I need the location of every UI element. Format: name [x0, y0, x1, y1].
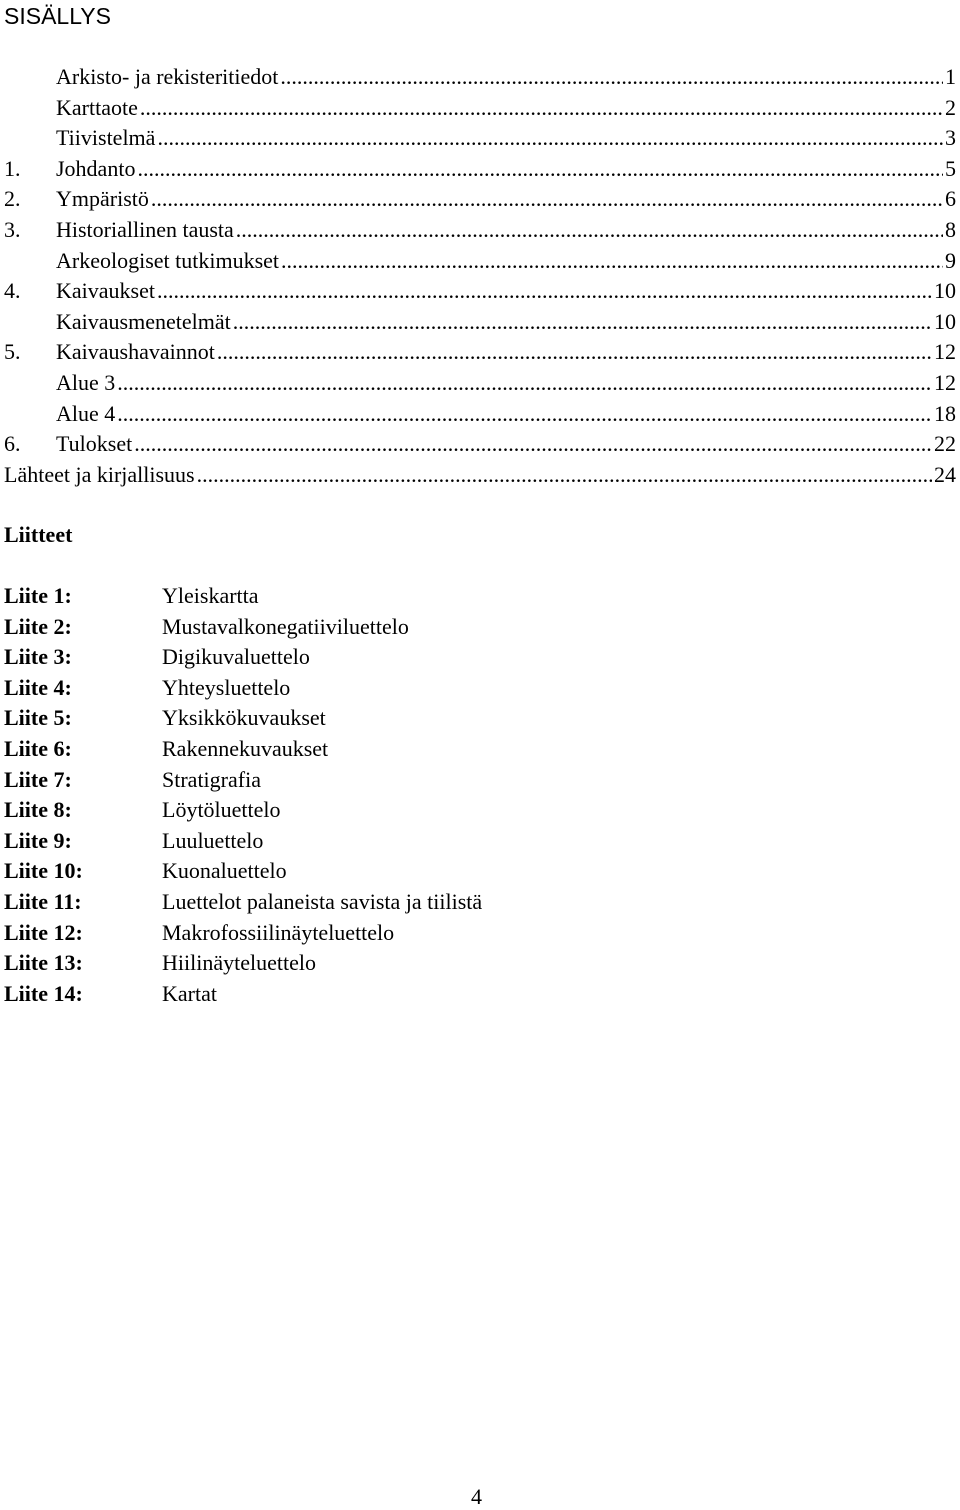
toc-entry-page: 12 [934, 339, 956, 365]
appendix-item [4, 826, 904, 857]
appendix-label: Liite 4: [4, 674, 72, 700]
appendix-label: Liite 12: [4, 919, 83, 945]
toc-entry [4, 429, 956, 460]
appendix-label: Liite 8: [4, 797, 72, 823]
appendix-item [4, 765, 904, 796]
appendix-item [4, 612, 904, 643]
toc-dot-leader [117, 399, 932, 430]
toc-dot-leader [157, 123, 943, 154]
toc-entry-page: 8 [945, 216, 956, 242]
appendix-label: Liite 2: [4, 613, 72, 639]
page-number: 4 [471, 1484, 482, 1509]
appendix-item [4, 734, 904, 765]
toc-dot-leader [197, 460, 932, 491]
toc-entry-number: 1. [4, 155, 21, 181]
appendix-title: Luettelot palaneista savista ja tiilistä [162, 888, 483, 914]
toc-entry-number: 5. [4, 339, 21, 365]
appendix-item [4, 703, 904, 734]
toc-entry-label: Historiallinen tausta [56, 216, 234, 242]
toc-entry-page: 1 [945, 64, 956, 89]
appendix-item [4, 887, 904, 918]
appendix-title: Stratigrafia [162, 766, 261, 792]
toc-entry-page: 18 [934, 400, 956, 426]
appendix-label: Liite 10: [4, 858, 83, 884]
toc-entry [4, 399, 956, 430]
toc-dot-leader [134, 429, 932, 460]
appendix-item [4, 642, 904, 673]
appendix-title: Hiilinäyteluettelo [162, 950, 316, 976]
toc-entry [4, 246, 956, 277]
toc-entry-page: 22 [934, 431, 956, 457]
toc-entry-label: Karttaote [56, 94, 138, 120]
toc-dot-leader [217, 337, 932, 368]
toc-entry-page: 12 [934, 369, 956, 395]
toc-dot-leader [117, 368, 932, 399]
appendix-heading: Liitteet [4, 522, 73, 547]
appendix-item [4, 918, 904, 949]
appendix-label: Liite 3: [4, 644, 72, 670]
toc-entry [4, 184, 956, 215]
appendix-item [4, 979, 904, 1010]
appendix-label: Liite 13: [4, 950, 83, 976]
toc-entry-label: Tulokset [56, 431, 133, 457]
toc-entry-number: 4. [4, 278, 21, 304]
toc-entry [4, 93, 956, 124]
appendix-label: Liite 11: [4, 888, 82, 914]
toc-dot-leader [236, 215, 943, 246]
appendix-item [4, 948, 904, 979]
toc-entry-page: 6 [945, 186, 956, 212]
toc-entry-page: 10 [934, 278, 956, 304]
toc-entry-label: Johdanto [56, 155, 136, 181]
appendix-item [4, 673, 904, 704]
toc-entry [4, 460, 956, 491]
toc-dot-leader [140, 93, 943, 124]
toc-entry-number: 6. [4, 431, 21, 457]
toc-entry [4, 337, 956, 368]
appendix-title: Digikuvaluettelo [162, 644, 310, 670]
toc-entry-page: 24 [934, 461, 956, 487]
toc-entry-label: Tiivistelmä [56, 125, 156, 151]
table-of-contents [4, 62, 956, 490]
toc-entry [4, 62, 956, 93]
toc-entry-label: Lähteet ja kirjallisuus [4, 461, 195, 487]
appendix-title: Yksikkökuvaukset [162, 705, 326, 731]
toc-entry-label: Ympäristö [56, 186, 149, 212]
toc-entry [4, 276, 956, 307]
appendix-label: Liite 6: [4, 735, 72, 761]
appendix-item [4, 795, 904, 826]
toc-entry [4, 123, 956, 154]
toc-entry [4, 368, 956, 399]
toc-dot-leader [151, 184, 943, 215]
toc-entry-page: 5 [945, 155, 956, 181]
appendix-label: Liite 5: [4, 705, 72, 731]
appendix-title: Kuonaluettelo [162, 858, 287, 884]
toc-dot-leader [281, 246, 943, 277]
appendix-title: Luuluettelo [162, 827, 264, 853]
toc-entry-label: Kaivausmenetelmät [56, 308, 231, 334]
toc-entry [4, 307, 956, 338]
toc-entry [4, 215, 956, 246]
toc-entry-label: Arkeologiset tutkimukset [56, 247, 280, 273]
toc-entry-label: Alue 3 [56, 369, 116, 395]
appendix-label: Liite 1: [4, 583, 72, 608]
toc-entry-page: 9 [945, 247, 956, 273]
appendix-label: Liite 14: [4, 980, 83, 1006]
appendix-label: Liite 9: [4, 827, 72, 853]
toc-entry-page: 10 [934, 308, 956, 334]
toc-entry-label: Kaivaushavainnot [56, 339, 215, 365]
appendix-item [4, 581, 904, 612]
toc-entry-number: 3. [4, 216, 21, 242]
toc-entry [4, 154, 956, 185]
appendix-title: Löytöluettelo [162, 797, 281, 823]
toc-entry-label: Alue 4 [56, 400, 116, 426]
appendix-title: Makrofossiilinäyteluettelo [162, 919, 395, 945]
appendix-list [4, 581, 904, 1009]
toc-entry-number: 2. [4, 186, 21, 212]
appendix-title: Mustavalkonegatiiviluettelo [162, 613, 409, 639]
appendix-title: Rakennekuvaukset [162, 735, 329, 761]
appendix-title: Yleiskartta [162, 583, 259, 608]
appendix-title: Kartat [162, 980, 217, 1006]
toc-dot-leader [137, 154, 943, 185]
page-title: SISÄLLYS [4, 3, 111, 29]
toc-dot-leader [157, 276, 932, 307]
toc-dot-leader [280, 62, 943, 93]
toc-dot-leader [233, 307, 932, 338]
appendix-title: Yhteysluettelo [162, 674, 291, 700]
appendix-item [4, 856, 904, 887]
toc-entry-page: 2 [945, 94, 956, 120]
appendix-label: Liite 7: [4, 766, 72, 792]
toc-entry-label: Kaivaukset [56, 278, 155, 304]
toc-entry-page: 3 [945, 125, 956, 151]
toc-entry-label: Arkisto- ja rekisteritiedot [56, 64, 279, 89]
